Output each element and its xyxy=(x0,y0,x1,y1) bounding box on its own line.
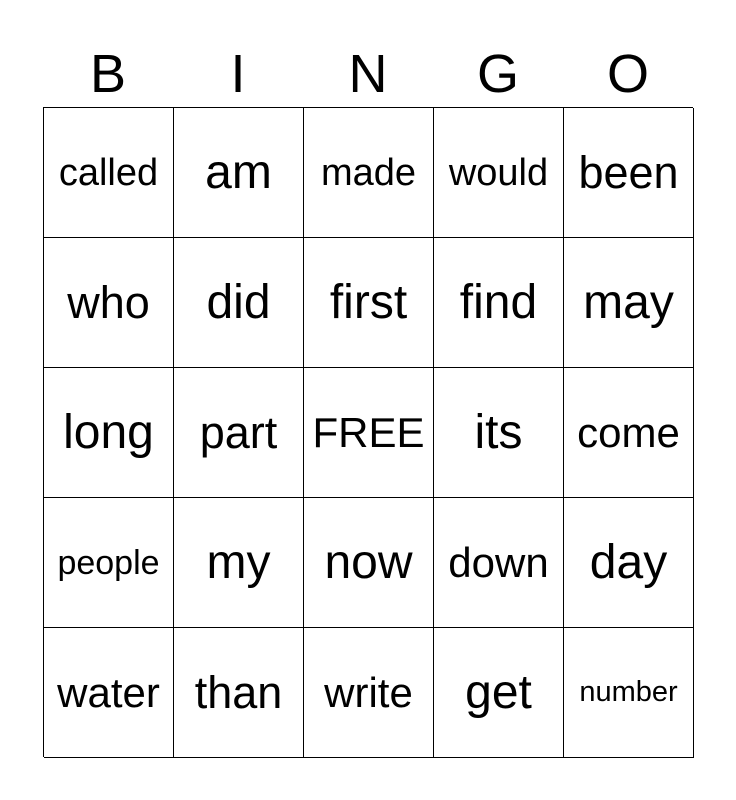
bingo-cell: who xyxy=(44,238,174,368)
bingo-board xyxy=(43,107,693,757)
bingo-cell: been xyxy=(564,108,694,238)
bingo-header xyxy=(43,40,693,108)
bingo-cell: number xyxy=(564,628,694,758)
bingo-cell: am xyxy=(174,108,304,238)
bingo-cell: may xyxy=(564,238,694,368)
bingo-cell: would xyxy=(434,108,564,238)
bingo-cell: first xyxy=(304,238,434,368)
bingo-cell: down xyxy=(434,498,564,628)
header-letter-i: I xyxy=(230,44,246,104)
bingo-cell: water xyxy=(44,628,174,758)
header-letter-o: O xyxy=(606,44,649,104)
bingo-cell: find xyxy=(434,238,564,368)
header-letter-b: B xyxy=(89,44,127,104)
bingo-cell: people xyxy=(44,498,174,628)
bingo-cell: get xyxy=(434,628,564,758)
bingo-cell: long xyxy=(44,368,174,498)
header-letter-g: G xyxy=(476,44,519,104)
bingo-cell: my xyxy=(174,498,304,628)
bingo-cell: did xyxy=(174,238,304,368)
bingo-cell: day xyxy=(564,498,694,628)
header-letter-n: N xyxy=(348,44,388,104)
bingo-cell: called xyxy=(44,108,174,238)
bingo-cell: than xyxy=(174,628,304,758)
free-space: FREE xyxy=(304,368,434,498)
bingo-cell: made xyxy=(304,108,434,238)
bingo-cell: come xyxy=(564,368,694,498)
bingo-cell: write xyxy=(304,628,434,758)
bingo-cell: now xyxy=(304,498,434,628)
bingo-cell: its xyxy=(434,368,564,498)
bingo-cell: part xyxy=(174,368,304,498)
